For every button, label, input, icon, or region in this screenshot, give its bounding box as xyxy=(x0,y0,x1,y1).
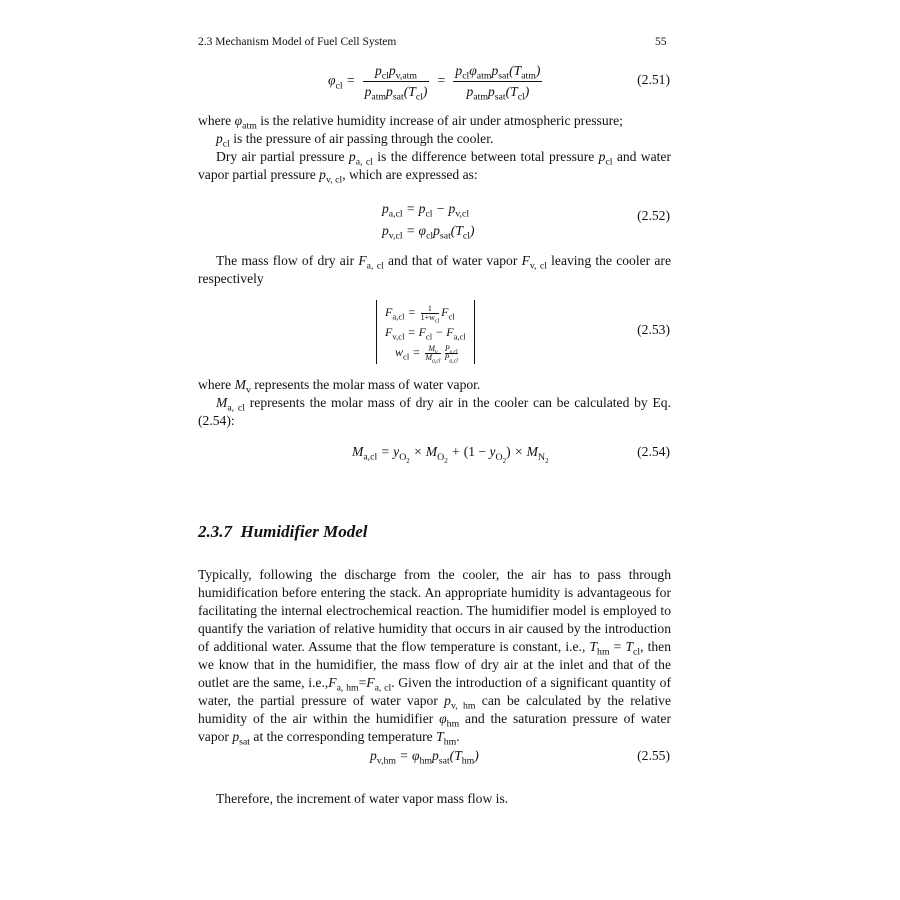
section-heading: 2.3.7 Humidifier Model xyxy=(198,522,368,541)
equation-2-55: $p_{v,hm} = \varphi_{hm}p_{sat}(T_{hm})$ xyxy=(370,748,479,767)
equation-number: (2.55) xyxy=(637,748,670,763)
paragraph-mass-flow: The mass flow of dry air $F_{a, cl}$ and that of water vapor $F_{v, cl}$ leaving the cooler are respectively xyxy=(198,253,671,286)
paragraph-molar-mass: where $M_v$ represents the molar mass of water vapor. $M_{a, cl}$ represents the molar mass of dry air in the cooler can be calculated by Eq. (2.54): xyxy=(198,377,672,428)
page-number: 55 xyxy=(655,36,667,48)
paragraph-humidifier: Typically, following the discharge from the cooler, the air has to pass through humidification before entering the stack. An appropriate humidity is advantageous for facilitating the internal electrochemical reaction. The humidifier model is employed to quantify the variation of relative humidity that occurs in air caused by the introduction of additional water. Assume that the flow temperature is constant, i.e., $T_{hm} = T_{cl}$, then we know that in the humidifier, the mass flow of dry air at the inlet and that of the outlet are the same, $i.e.,F_{a, hm}=F_{a, cl}$. Given the introduction of a significant quantity of water, the partial pressure of water vapor $p_{v, hm}$ can be calculated by the relative humidity of the air within the humidifier $\varphi_{hm}$ and the saturation pressure of water vapor $p_{sat}$ at the corresponding temperature $T_{hm}$. xyxy=(198,567,672,748)
equation-2-51: $\varphi_{cl}$ = $\frac{p_{cl}p_{v,atm}}{p_{atm}p_{sat}(T_{cl})}$ = $\frac{p_{cl}\varphi_{atm}p_{sat}(T_{atm})}{p_{atm}p_{sat}(T_{cl})}$ xyxy=(328,63,541,103)
equation-number: (2.51) xyxy=(637,72,670,87)
equation-number: (2.52) xyxy=(637,208,670,223)
paragraph-where-atm: where $\varphi_{atm}$ is the relative humidity increase of air under atmospheric pressure; $p_{cl}$ is the pressure of air passing through the cooler. Dry air partial pressure $p_{a, cl}$ is the difference between total pressure $p_{cl}$ and water vapor partial pressure $p_{v, cl}$, which are expressed as: xyxy=(198,113,671,186)
paragraph-closing: Therefore, the increment of water vapor mass flow is. xyxy=(216,791,509,806)
running-header: 2.3 Mechanism Model of Fuel Cell System xyxy=(198,36,397,48)
equation-2-52: $p_{a,cl} = p_{cl} - p_{v,cl}$ $p_{v,cl} = \varphi_{cl}p_{sat}(T_{cl})$ xyxy=(382,201,475,242)
equation-number: (2.54) xyxy=(637,444,670,459)
equation-2-53: $F_{a,cl}$ = $\frac{1}{1+w_{cl}}$ $F_{cl}$ $F_{v,cl} = F_{cl} - F_{a,cl}$ $w_{cl}$ = $\frac{M_v}{M_{a,cl}}$ $\frac{P_{v,cl}}{P_{a,cl}}$ xyxy=(376,300,475,364)
equation-number: (2.53) xyxy=(637,322,670,337)
equation-2-54: $M_{a,cl} = y_{O_2} \times M_{O_2} + (1 - y_{O_2}) \times M_{N_2}$ xyxy=(352,444,549,465)
